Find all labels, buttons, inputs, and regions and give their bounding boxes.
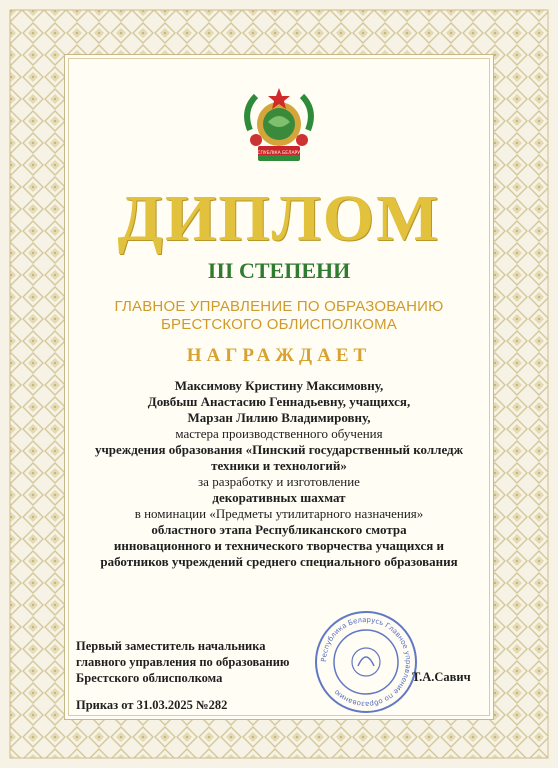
diploma-title: ДИПЛОМ — [117, 182, 441, 255]
issuer-line-1: ГЛАВНОЕ УПРАВЛЕНИЕ ПО ОБРАЗОВАНИЮ — [114, 298, 444, 315]
recipient-line: Марзан Лилию Владимировну, — [187, 410, 371, 425]
recipient-line: техники и технологий» — [211, 458, 347, 473]
signatory-line: Брестского облисполкома — [76, 671, 223, 685]
recipient-line: учреждения образования «Пинский государственный колледж — [94, 442, 464, 457]
emblem-ribbon-text: РЕСПУБЛІКА БЕЛАРУСЬ — [251, 151, 307, 156]
issuer-line-2: БРЕСТСКОГО ОБЛИСПОЛКОМА — [161, 316, 397, 333]
signatory-title — [76, 638, 289, 686]
recipient-line: декоративных шахмат — [212, 490, 346, 505]
recipient-line: инновационного и технического творчества учащихся и — [113, 538, 445, 553]
recipient-line: Максимову Кристину Максимовну, — [174, 378, 384, 393]
recipient-line: мастера производственного обучения — [175, 426, 383, 441]
awards-heading: НАГРАЖДАЕТ — [186, 345, 372, 366]
recipient-line: областного этапа Республиканского смотра — [151, 522, 407, 537]
award-text — [70, 378, 488, 570]
state-emblem-icon — [236, 82, 322, 166]
signatory-line: Первый заместитель начальника — [76, 639, 266, 653]
recipient-line: за разработку и изготовление — [198, 474, 360, 489]
recipient-line: работников учреждений среднего специального образования — [100, 554, 458, 569]
signatory-line: главного управления по образованию — [76, 655, 290, 669]
signatory-name: Т.А.Савич — [412, 670, 471, 684]
stamp-text: Республика Беларусь Главное управление по образованию — [319, 615, 413, 709]
recipient-line: в номинации «Предметы утилитарного назначения» — [134, 506, 424, 521]
recipient-line: Довбыш Анастасию Геннадьевну, учащихся, — [147, 394, 411, 409]
diploma-degree: III СТЕПЕНИ — [207, 258, 351, 283]
order-reference: Приказ от 31.03.2025 №282 — [76, 698, 228, 712]
official-stamp-icon — [312, 608, 420, 716]
